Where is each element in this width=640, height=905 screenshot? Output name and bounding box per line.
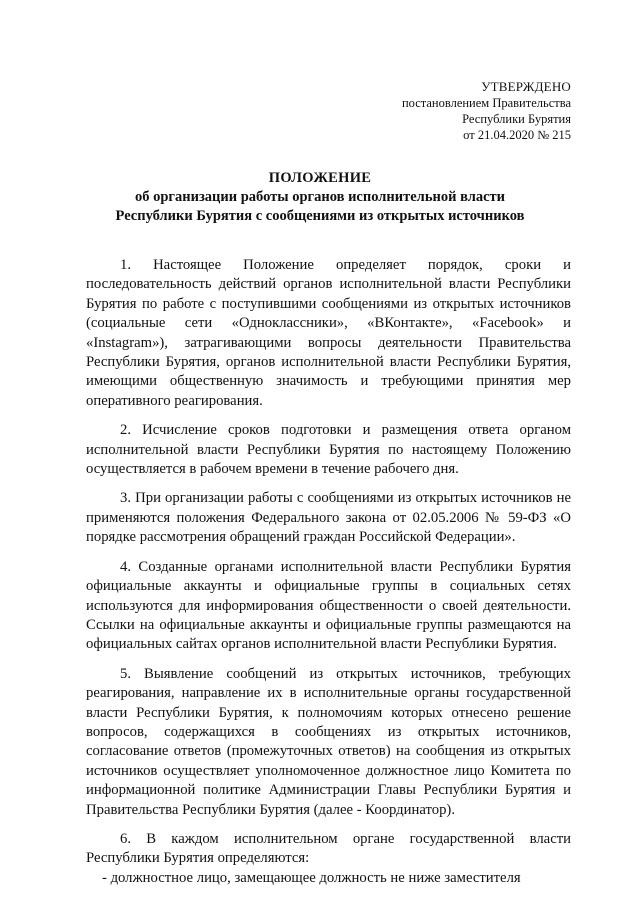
paragraph-3: 3. При организации работы с сообщениями из открытых источников не применяются положения Федерального закона от 02.05.2006 № 59-ФЗ «О порядке рассмотрения обращений граждан Российской Федерации».: [86, 490, 571, 546]
paragraph-5: 5. Выявление сообщений из открытых источников, требующих реагирования, направление их в исполнительные органы государственной власти Республики Бурятия, к полномочиям которых отнесено решение вопросов, содержащихся в сообщениях из открытых источников, согласование ответов (промежуточных ответов) на сообщения из открытых источников осуществляет уполномоченное должностное лицо Комитета по информационной политике Администрации Главы Республики Бурятия и Правительства Республики Бурятия (далее - Координатор).: [86, 665, 571, 818]
title-line-1: об организации работы органов исполнительной власти: [134, 189, 506, 205]
approval-line-3: от 21.04.2020 № 215: [463, 128, 571, 142]
document-title: [70, 168, 570, 226]
paragraph-6-item-1: - должностное лицо, замещающее должность не ниже заместителя: [102, 869, 521, 886]
title-line-2: Республики Бурятия с сообщениями из открытых источников: [115, 208, 525, 224]
approval-line-2: Республики Бурятия: [462, 112, 571, 126]
approval-stamp: [402, 79, 571, 143]
paragraph-2: 2. Исчисление сроков подготовки и размещения ответа органом исполнительной власти Республики Бурятия по настоящему Положению осуществляется в рабочем времени в течение рабочего дня.: [86, 422, 571, 478]
paragraph-6: 6. В каждом исполнительном органе государственной власти Республики Бурятия определяются:: [86, 830, 571, 867]
document-body: [86, 256, 571, 888]
approval-line-1: постановлением Правительства: [401, 96, 571, 110]
approval-label: УТВЕРЖДЕНО: [481, 79, 571, 94]
paragraph-4: 4. Созданные органами исполнительной власти Республики Бурятия официальные аккаунты и официальные группы в социальных сетях используются для информирования общественности о своей деятельности. Ссылки на официальные аккаунты и официальные группы размещаются на официальных сайтах органов исполнительной власти Республики Бурятия.: [86, 558, 571, 653]
title-main: ПОЛОЖЕНИЕ: [268, 170, 372, 186]
paragraph-1: 1. Настоящее Положение определяет порядок, сроки и последовательность действий органов исполнительной власти Республики Бурятия по работе с поступившими сообщениями из открытых источников (социальные сети «Одноклассники», «ВКонтакте», «Facebook» и «Instagram»), затрагивающими вопросы деятельности Правительства Республики Бурятия, органов исполнительной власти Республики Бурятия, имеющими общественную значимость и требующими принятия мер оперативного реагирования.: [86, 257, 571, 409]
